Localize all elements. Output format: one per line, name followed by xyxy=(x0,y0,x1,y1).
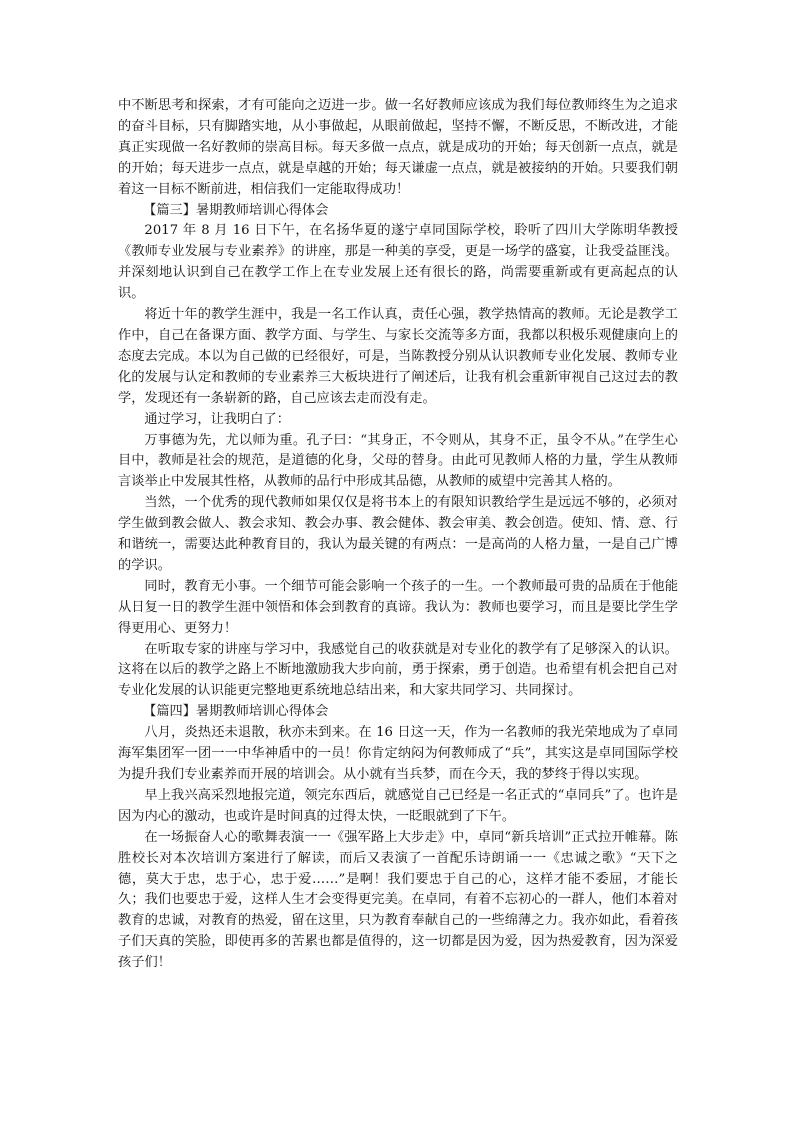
paragraph-10: 早上我兴高采烈地报完道，领完东西后，就感觉自己已经是一名正式的“卓同兵”了。也许是因为内心的激动，也或许是时间真的过得太快，一眨眼就到了下午。 xyxy=(118,787,678,824)
paragraph-4: 通过学习，让我明白了： xyxy=(144,411,291,427)
paragraph-3: 将近十年的教学生涯中，我是一名工作认真，责任心强，教学热情高的教师。无论是教学工作中，自己在备课方面、教学方面、与学生、与家长交流等多方面，我都以积极乐观健康向上的态度去完成。本以为自己做的已经很好，可是，当陈教授分别从认识教师专业化发展、教师专业化的发展与认定和教师的专业素养三大板块进行了阐述后，让我有机会重新审视自己这过去的教学，发现还有一条崭新的路，自己应该去走而没有走。 xyxy=(118,307,678,406)
paragraph-5: 万事德为先，尤以师为重。孔子曰：“其身正，不令则从，其身不正，虽令不从。”在学生心目中，教师是社会的规范，是道德的化身，父母的替身。由此可见教师人格的力量，学生从教师言谈举止中发展其性格，从教师的品行中形成其品德，从教师的威望中完善其人格的。 xyxy=(118,432,678,490)
paragraph-11: 在一场振奋人心的歌舞表演一一《强军路上大步走》中，卓同“新兵培训”正式拉开帷幕。陈胜校长对本次培训方案进行了解读，而后又表演了一首配乐诗朗诵一一《忠诚之歌》“天下之德，莫大于忠，忠于心，忠于爱……”是啊！我们要忠于自己的心，这样才能不委屈，才能长久；我们也要忠于爱，这样人生才会变得更完美。在卓同，有着不忘初心的一群人，他们本着对教育的忠诚，对教育的热爱，留在这里，只为教育奉献自己的一些绵薄之力。我亦如此，看着孩子们天真的笑脸，即使再多的苦累也都是值得的，这一切都是因为爱，因为热爱教育，因为深爱孩子们！ xyxy=(118,829,678,971)
paragraph-1: 中不断思考和探索，才有可能向之迈进一步。做一名好教师应该成为我们每位教师终生为之追求的奋斗目标，只有脚踏实地，从小事做起，从眼前做起，坚持不懈，不断反思，不断改进，才能真正实现做一名好教师的崇高目标。每天多做一点点，就是成功的开始；每天创新一点点，就是的开始；每天进步一点点，就是卓越的开始；每天谦虚一点点，就是被接纳的开始。只要我们朝着这一目标不断前进，相信我们一定能取得成功！ xyxy=(118,98,678,197)
paragraph-2: 2017 年 8 月 16 日下午，在名扬华夏的遂宁卓同国际学校，聆听了四川大学陈明华教授《教师专业发展与专业素养》的讲座，那是一种美的享受，更是一场学的盛宴，让我受益匪浅。并深刻地认识到自己在教学工作上在专业发展上还有很长的路，尚需要重新或有更高起点的认识。 xyxy=(118,223,678,302)
paragraph-7: 同时，教育无小事。一个细节可能会影响一个孩子的一生。一个教师最可贵的品质在于他能从日复一日的教学生涯中领悟和体会到教育的真谛。我认为：教师也要学习，而且是要比学生学得更用心、更努力！ xyxy=(118,578,678,636)
section-heading-4: 【篇四】暑期教师培训心得体会 xyxy=(143,704,329,720)
document-page xyxy=(118,96,678,974)
paragraph-8: 在听取专家的讲座与学习中，我感觉自己的收获就是对专业化的教学有了足够深入的认识。这将在以后的教学之路上不断地激励我大步向前，勇于探索，勇于创造。也希望有机会把自己对专业化发展的认识能更完整地更系统地总结出来，和大家共同学习、共同探讨。 xyxy=(118,641,678,699)
section-heading-3: 【篇三】暑期教师培训心得体会 xyxy=(143,202,329,218)
paragraph-6: 当然，一个优秀的现代教师如果仅仅是将书本上的有限知识教给学生是远远不够的，必须对学生做到教会做人、教会求知、教会办事、教会健体、教会审美、教会创造。使知、情、意、行和谐统一，需要达此种教育目的，我认为最关键的有两点：一是高尚的人格力量，一是自己广博的学识。 xyxy=(118,495,678,573)
paragraph-9: 八月，炎热还未退散，秋亦未到来。在 16 日这一天，作为一名教师的我光荣地成为了卓同海军集团军一团一一中华神盾中的一员！你肯定纳闷为何教师成了“兵”，其实这是卓同国际学校为提升我们专业素养而开展的培训会。从小就有当兵梦，而在今天，我的梦终于得以实现。 xyxy=(118,725,678,782)
